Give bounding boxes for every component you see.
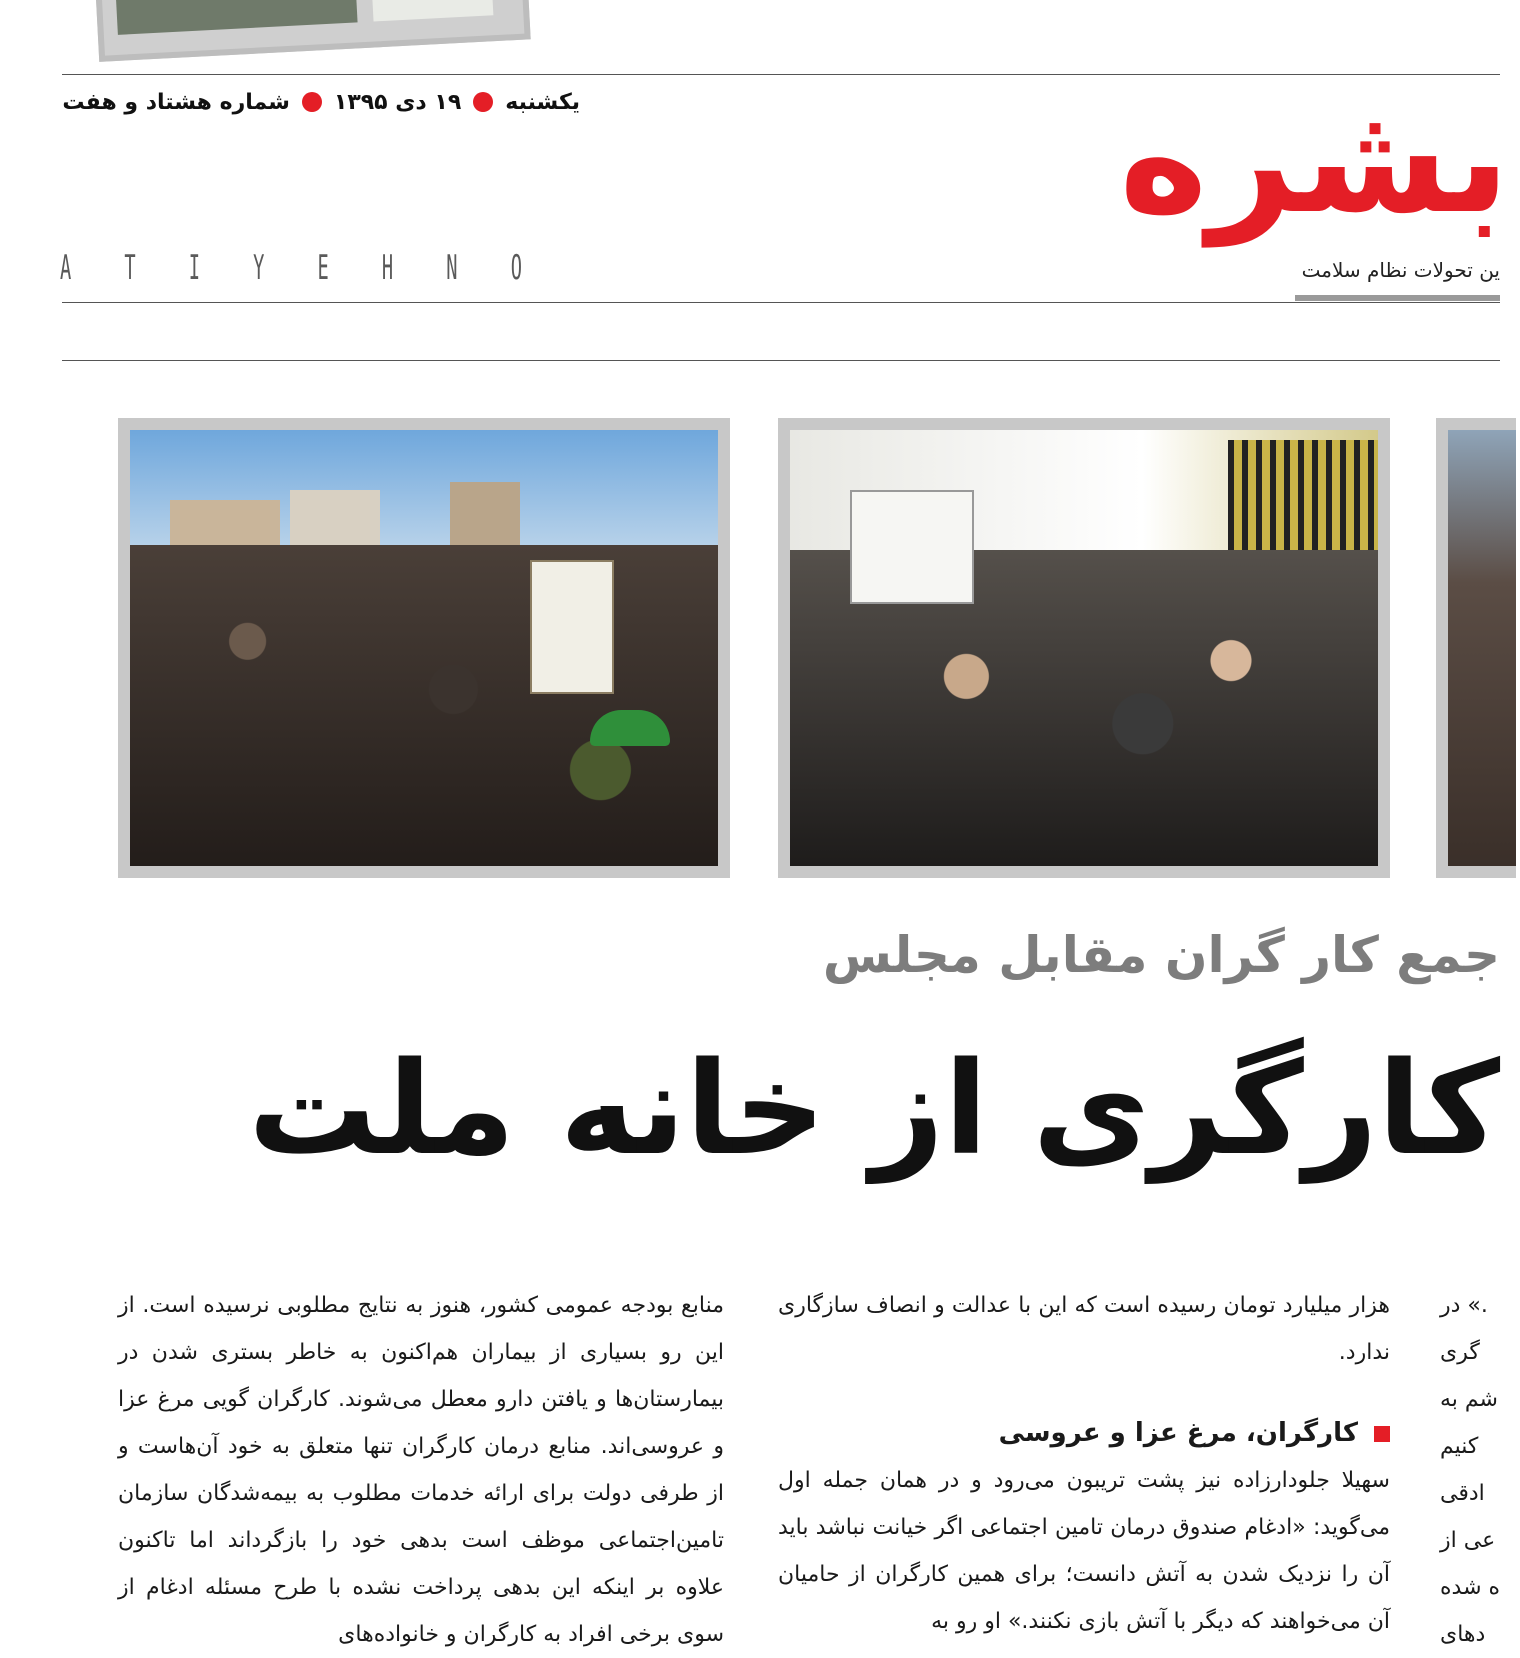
dateline-day: یکشنبه — [505, 89, 580, 115]
column-line: گری — [1440, 1340, 1480, 1365]
dateline-issue: شماره هشتاد و هفت — [62, 89, 290, 115]
spaced-letters — [60, 248, 522, 296]
article-headline: کارگری از خانه ملت — [248, 1035, 1500, 1184]
letter: I — [188, 248, 201, 288]
letter: A — [60, 248, 72, 288]
top-photo-fragment — [95, 0, 531, 62]
red-dot-icon — [302, 92, 322, 112]
letter: O — [510, 248, 522, 288]
brand-logo: بشره — [1119, 73, 1510, 247]
header-rule-mid — [62, 302, 1500, 303]
dateline-date: ۱۹ دی ۱۳۹۵ — [333, 89, 462, 115]
column-text: منابع بودجه عمومی کشور، هنوز به نتایج مطلوبی نرسیده است. از این رو بسیاری از بیماران هم‌اکنون به خاطر بستری شدن در بیمارستان‌ها و یافتن دارو معطل می‌شوند. کارگران گویی مرغ عزا و عروسی‌اند. منابع درمان کارگران تنها متعلق به خود آن‌هاست و از طرفی دولت برای ارائه خدمات مطلوب به بیمه‌شدگان سازمان تامین‌اجتماعی موظف است بدهی خود را بازگرداند اما تاکنون علاوه بر اینکه این بدهی پرداخت نشده با طرح مسئله ادغام از سوی برخی افراد به کارگران و خانواده‌های — [118, 1293, 724, 1647]
letter: E — [317, 248, 329, 288]
article-column-right — [1440, 1282, 1520, 1658]
photo-rally-street — [118, 418, 730, 878]
subhead — [778, 1410, 1390, 1457]
letter: H — [381, 248, 394, 288]
subhead-text: کارگران، مرغ عزا و عروسی — [998, 1418, 1358, 1448]
column-line: شم به — [1440, 1387, 1498, 1412]
column-intro: هزار میلیارد تومان رسیده است که این با عدالت و انصاف سازگاری ندارد. — [778, 1293, 1390, 1365]
article-kicker: جمع کار گران مقابل مجلس — [822, 926, 1500, 984]
column-line: عی از — [1440, 1528, 1496, 1553]
letter: T — [124, 248, 136, 288]
column-line: دهای — [1440, 1622, 1486, 1647]
brand-tagline: ین تحولات نظام سلامت — [1301, 258, 1500, 282]
red-square-icon — [1374, 1426, 1390, 1442]
photo-rally-cropped — [1436, 418, 1516, 878]
column-line: ادقی — [1440, 1481, 1485, 1506]
red-dot-icon — [473, 92, 493, 112]
letter: N — [446, 248, 458, 288]
column-text: سهیلا جلودارزاده نیز پشت تریبون می‌رود و در همان جمله اول می‌گوید: «ادغام صندوق درمان تامین اجتماعی اگر خیانت نباشد باید آن را نزدیک شدن به آتش دانست؛ برای همین کارگران از حامیان آن می‌خواهند که دیگر با آتش بازی نکنند.» او رو به — [778, 1468, 1390, 1634]
header-rule-bottom — [62, 360, 1500, 361]
column-line: کنیم — [1440, 1434, 1479, 1459]
dateline — [60, 84, 580, 120]
article-column-left — [118, 1282, 724, 1658]
photo-rally-gate — [778, 418, 1390, 878]
letter: Y — [253, 248, 265, 288]
column-line: ه شده — [1440, 1575, 1501, 1600]
article-column-middle — [778, 1282, 1390, 1645]
brand-underline — [1295, 295, 1500, 301]
column-line: .» در — [1440, 1293, 1488, 1318]
